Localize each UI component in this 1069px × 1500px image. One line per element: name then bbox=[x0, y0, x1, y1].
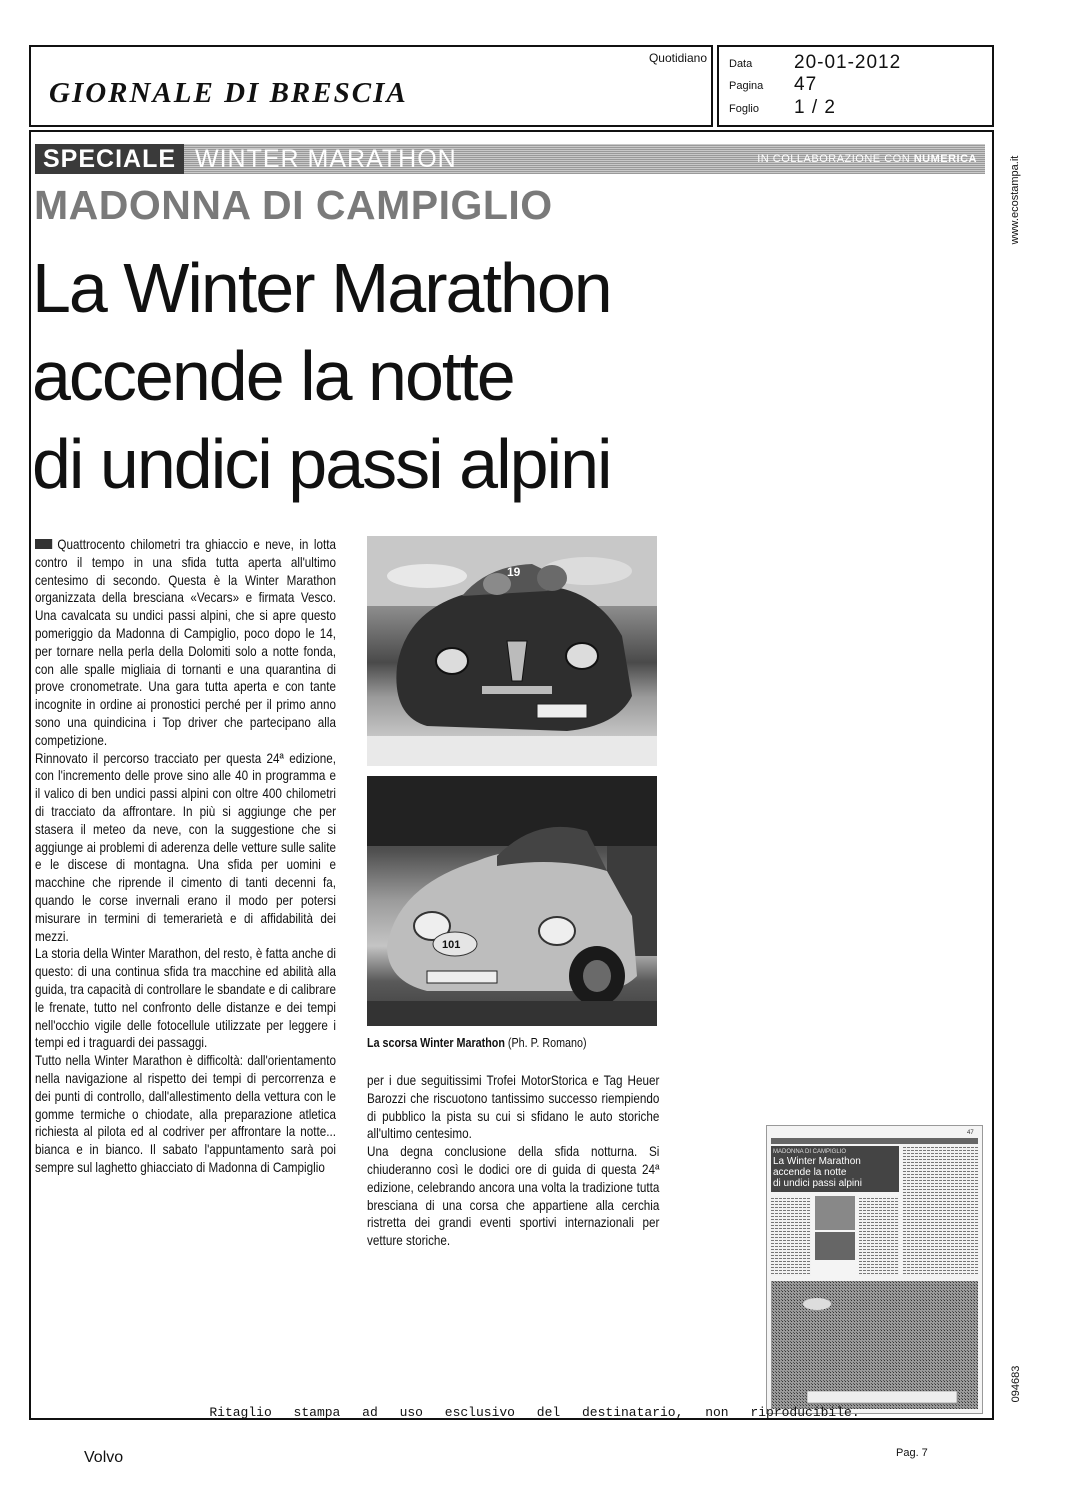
copyright-notice: Ritaglio stampa ad uso esclusivo del destinatario, non riproducibile. bbox=[209, 1405, 860, 1420]
client-name: Volvo bbox=[84, 1449, 124, 1466]
banner-section-title: WINTER MARATHON bbox=[195, 145, 457, 173]
thumbnail-headline-line: La Winter Marathon bbox=[773, 1156, 861, 1167]
car-race-number: 101 bbox=[442, 939, 461, 951]
meta-label: Pagina bbox=[729, 80, 764, 92]
paragraph-text: Quattrocento chilometri tra ghiaccio e neve, in lotta contro il tempo in una sfida tutta aperta all'ultimo centesimo di secondo. Questa è la Winter Marathon organizzata della bresciana «Vecars» e firmata Vesco. Una cavalcata su undici passi alpini, che si apre questo pomeriggio da Madonna di Campiglio, poco dopo le 14, per tornare nella perla della Dolomiti solo a notte fonda, con alle spalle migliaia di tornanti e una quarantina di prove cronometrate. Una gara tutta aperta e con tante incognite in ordine ai pronostici perché per il primo anno sono una quindicina i Top driver che partecipano alla competizione. bbox=[35, 537, 337, 748]
page-thumbnail-image bbox=[767, 1126, 982, 1413]
meta-label: Foglio bbox=[729, 103, 759, 115]
meta-value: 47 bbox=[794, 74, 818, 95]
banner-speciale-label: SPECIALE bbox=[35, 144, 184, 174]
caption-bold: La scorsa Winter Marathon bbox=[367, 1036, 505, 1050]
caption-credit: (Ph. P. Romano) bbox=[504, 1036, 587, 1050]
paragraph bbox=[35, 536, 336, 750]
side-code-text: 094683 bbox=[1010, 1365, 1022, 1403]
paragraph: Rinnovato il percorso tracciato per questa 24ª edizione, con l'incremento delle prove sino alle 40 in programma e il valico di ben undici passi alpini con oltre 400 chilometri di tracciato da affrontare. In più si aggiunge che per stasera il meteo da neve, con la suggestione che si aggiunge ai problemi di aderenza delle vetture sulle salite e le discese di montagna. Una sfida per uomini e macchine che riprende il cimento di tanti decenni fa, quando le corse invernali erano il modo per potersi misurare in termini di temerarietà e di affidabilità dei mezzi. bbox=[35, 750, 336, 944]
headline-line: accende la notte bbox=[32, 337, 514, 415]
photo-porsche-356 bbox=[367, 776, 657, 1026]
photo-caption bbox=[367, 1036, 587, 1050]
car-illustration-1 bbox=[367, 536, 657, 766]
section-banner bbox=[35, 144, 985, 174]
masthead-box bbox=[29, 45, 713, 127]
page-number: Pag. 7 bbox=[896, 1447, 928, 1459]
thumbnail-headline-line: accende la notte bbox=[773, 1167, 847, 1178]
article-column-2 bbox=[367, 1072, 659, 1250]
thumbnail-kicker: MADONNA DI CAMPIGLIO bbox=[773, 1149, 847, 1155]
meta-page-row bbox=[729, 74, 989, 96]
meta-sheet-row bbox=[729, 97, 989, 119]
banner-collaboration bbox=[757, 153, 977, 165]
article-column-1 bbox=[35, 536, 336, 1177]
meta-value: 20-01-2012 bbox=[794, 52, 902, 73]
side-code bbox=[1009, 1360, 1023, 1410]
side-url bbox=[1009, 150, 1023, 250]
newspaper-masthead: GIORNALE DI BRESCIA bbox=[49, 77, 408, 109]
collab-brand: NUMERICA bbox=[913, 153, 977, 165]
paragraph: per i due seguitissimi Trofei MotorStorica e Tag Heuer Barozzi che riscuotono tantissimo successo riempiendo di pubblico la pista su cui si sfidano le auto storiche all'ultimo centesimo. bbox=[367, 1073, 660, 1142]
headline-line: La Winter Marathon bbox=[32, 249, 611, 327]
meta-label: Data bbox=[729, 58, 753, 70]
article-headline bbox=[32, 244, 732, 508]
thumbnail-page-number: 47 bbox=[967, 1130, 974, 1136]
article-kicker: MADONNA DI CAMPIGLIO bbox=[34, 182, 553, 228]
photo-alfa-romeo-snow bbox=[367, 536, 657, 766]
publication-meta-box bbox=[717, 45, 994, 127]
meta-value: 1 / 2 bbox=[794, 97, 836, 118]
lead-bullet-icon bbox=[35, 539, 52, 549]
meta-date-row bbox=[729, 52, 989, 74]
side-url-text: www.ecostampa.it bbox=[1009, 155, 1021, 245]
paragraph: La storia della Winter Marathon, del resto, è fatta anche di questo: di una continua sfida tra macchine ed abilità alla guida, tra capacità di controllare le sbandate e di calibrare le frenate, tutto nel confronto delle distanze e dei tempi nell'occhio vigile delle fotocellule utilizzate per leggere i tempi ed i traguardi dei passaggi. bbox=[35, 946, 336, 1051]
page-thumbnail bbox=[766, 1125, 983, 1414]
collab-prefix: IN COLLABORAZIONE CON bbox=[757, 153, 914, 165]
thumbnail-headline-line: di undici passi alpini bbox=[773, 1178, 862, 1189]
car-illustration-2 bbox=[367, 776, 657, 1026]
paragraph: Una degna conclusione della sfida notturna. Si chiuderanno così le dodici ore di guida di questa 24ª edizione, celebrando ancora una volta la tradizione tutta bresciana di una corsa che appartiene alla cerchia ristretta dei grandi eventi sportivi internazionali per vetture storiche. bbox=[367, 1144, 660, 1249]
publication-type: Quotidiano bbox=[648, 51, 707, 65]
headline-line: di undici passi alpini bbox=[32, 425, 611, 503]
car-race-number: 19 bbox=[507, 565, 521, 579]
paragraph: Tutto nella Winter Marathon è difficoltà: dall'orientamento nella navigazione al rispetto dei tempi di percorrenza e dei punti di controllo, dall'allestimento della vettura con le gomme termiche o chiodate, alla preparazione atletica richiesta al pilota ed al codriver per affrontare la notte... bianca e in bianco. Il sabato l'appuntamento sarà poi sempre sul laghetto ghiacciato di Madonna di Campiglio bbox=[35, 1053, 336, 1175]
